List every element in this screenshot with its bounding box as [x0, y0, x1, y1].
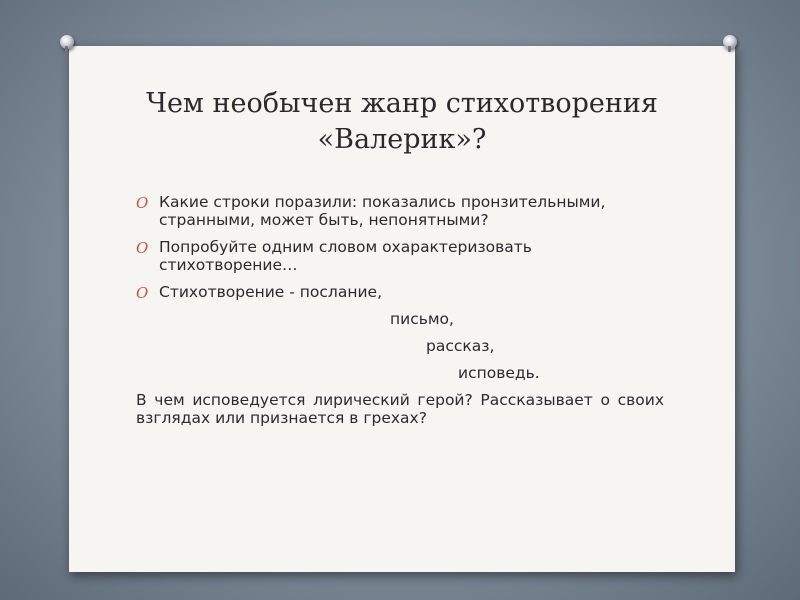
pushpin-icon — [723, 35, 737, 49]
title-line-2: «Валерик»? — [317, 124, 487, 155]
title-line-1: Чем необычен жанр стихотворения — [146, 88, 658, 119]
bullet-o-icon: O — [136, 239, 149, 257]
question-paragraph: В чем исповедуется лирический герой? Рассказывает о своих взглядах или признается в грехах? — [136, 391, 664, 427]
bullet-item — [136, 283, 664, 301]
bullet-o-icon: O — [136, 194, 149, 212]
bullet-o-icon: O — [136, 284, 149, 302]
bullet-item — [136, 193, 664, 229]
bullet-item — [136, 238, 664, 274]
slide-title — [69, 86, 735, 158]
bullet-text: Какие строки поразили: показались пронзительными, странными, может быть, непонятными? — [159, 193, 606, 229]
continuation-line: рассказ, — [426, 337, 495, 355]
slide-content — [136, 193, 664, 427]
bullet-text: Попробуйте одним словом охарактеризовать стихотворение… — [159, 238, 532, 274]
bullet-text: Стихотворение - послание, — [159, 283, 383, 301]
continuation-line: исповедь. — [458, 364, 540, 382]
continuation-line: письмо, — [390, 310, 454, 328]
pushpin-icon — [60, 35, 74, 49]
